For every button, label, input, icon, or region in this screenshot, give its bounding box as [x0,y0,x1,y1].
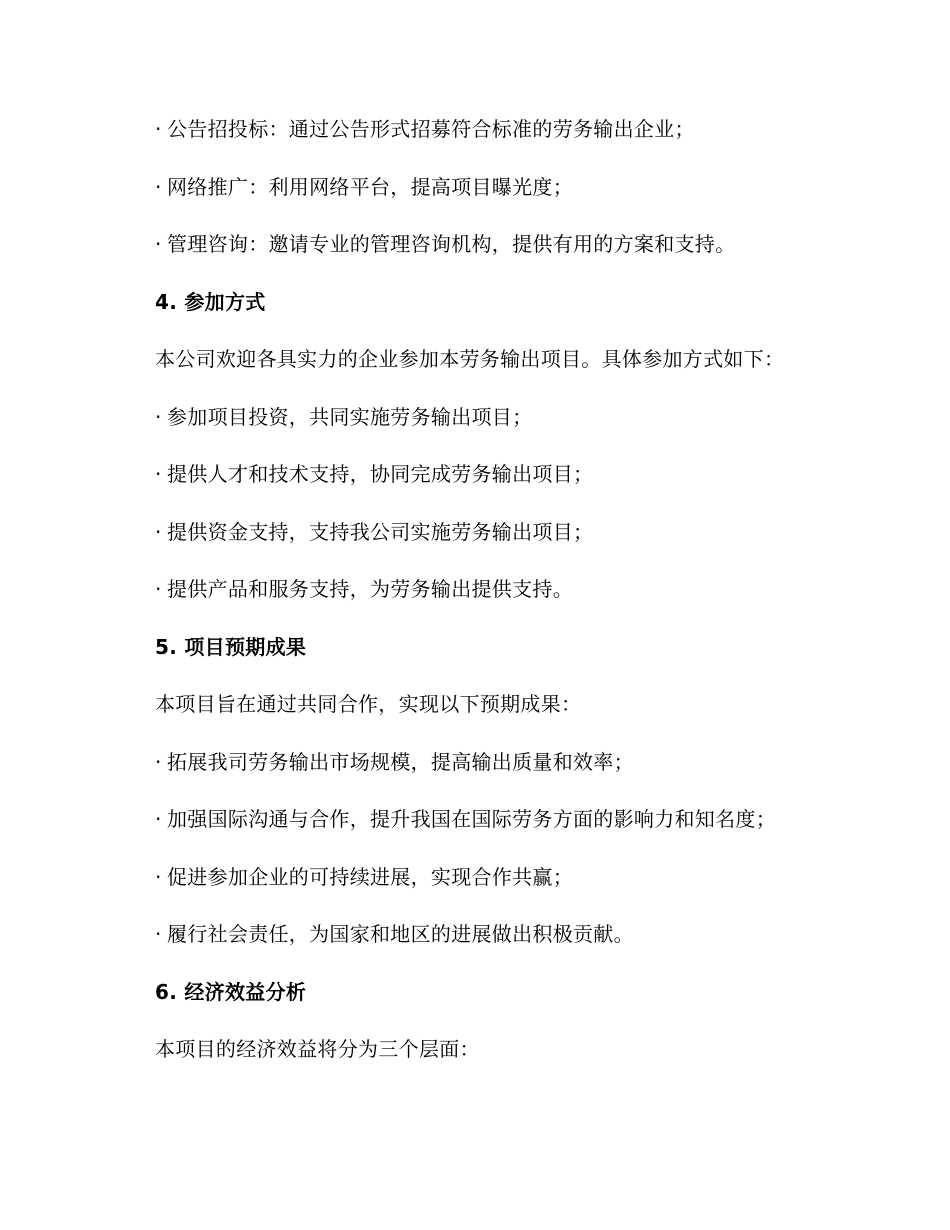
list-item-text: 加强国际沟通与合作，提升我国在国际劳务方面的影响力和知名度； [167,807,776,831]
bullet-icon: · [155,174,162,199]
list-item [155,512,855,552]
list-item-text: 网络推广：利用网络平台，提高项目曝光度； [167,174,573,199]
list-item [155,224,855,264]
bullet-icon: · [155,807,162,831]
list-item [155,914,855,954]
bullet-icon: · [155,519,162,544]
section-intro-4: 本公司欢迎各具实力的企业参加本劳务输出项目。具体参加方式如下： [155,347,785,371]
section-heading-5: 5. 项目预期成果 [155,634,307,659]
bullet-icon: · [155,117,162,141]
list-item [155,742,855,782]
bullet-icon: · [155,232,162,256]
list-item-text: 公告招投标：通过公告形式招募符合标准的劳务输出企业； [167,117,695,141]
list-item-text: 提供产品和服务支持，为劳务输出提供支持。 [167,577,573,601]
section-heading-4: 4. 参加方式 [155,289,266,314]
list-item [155,397,855,437]
section-intro-5: 本项目旨在通过共同合作，实现以下预期成果： [155,692,582,716]
list-item-text: 提供资金支持，支持我公司实施劳务输出项目； [167,519,594,544]
section-heading-6: 6. 经济效益分析 [155,979,307,1004]
list-item-text: 履行社会责任，为国家和地区的进展做出积极贡献。 [167,922,634,946]
section-intro-6: 本项目的经济效益将分为三个层面： [155,1037,480,1061]
list-item-text: 拓展我司劳务输出市场规模，提高输出质量和效率； [167,749,634,774]
list-item [155,799,855,839]
list-item-text: 促进参加企业的可持续进展，实现合作共赢； [167,864,573,889]
document-body [155,109,855,1087]
list-item-text: 参加项目投资，共同实施劳务输出项目； [167,404,533,429]
list-item [155,454,855,494]
bullet-icon: · [155,922,162,946]
list-item [155,857,855,897]
bullet-icon: · [155,864,162,889]
list-item [155,109,855,149]
bullet-icon: · [155,749,162,774]
list-item [155,569,855,609]
list-item [155,167,855,207]
bullet-icon: · [155,462,162,486]
list-item-text: 管理咨询：邀请专业的管理咨询机构，提供有用的方案和支持。 [167,232,736,256]
list-item-text: 提供人才和技术支持，协同完成劳务输出项目； [167,462,594,486]
bullet-icon: · [155,404,162,429]
bullet-icon: · [155,577,162,601]
